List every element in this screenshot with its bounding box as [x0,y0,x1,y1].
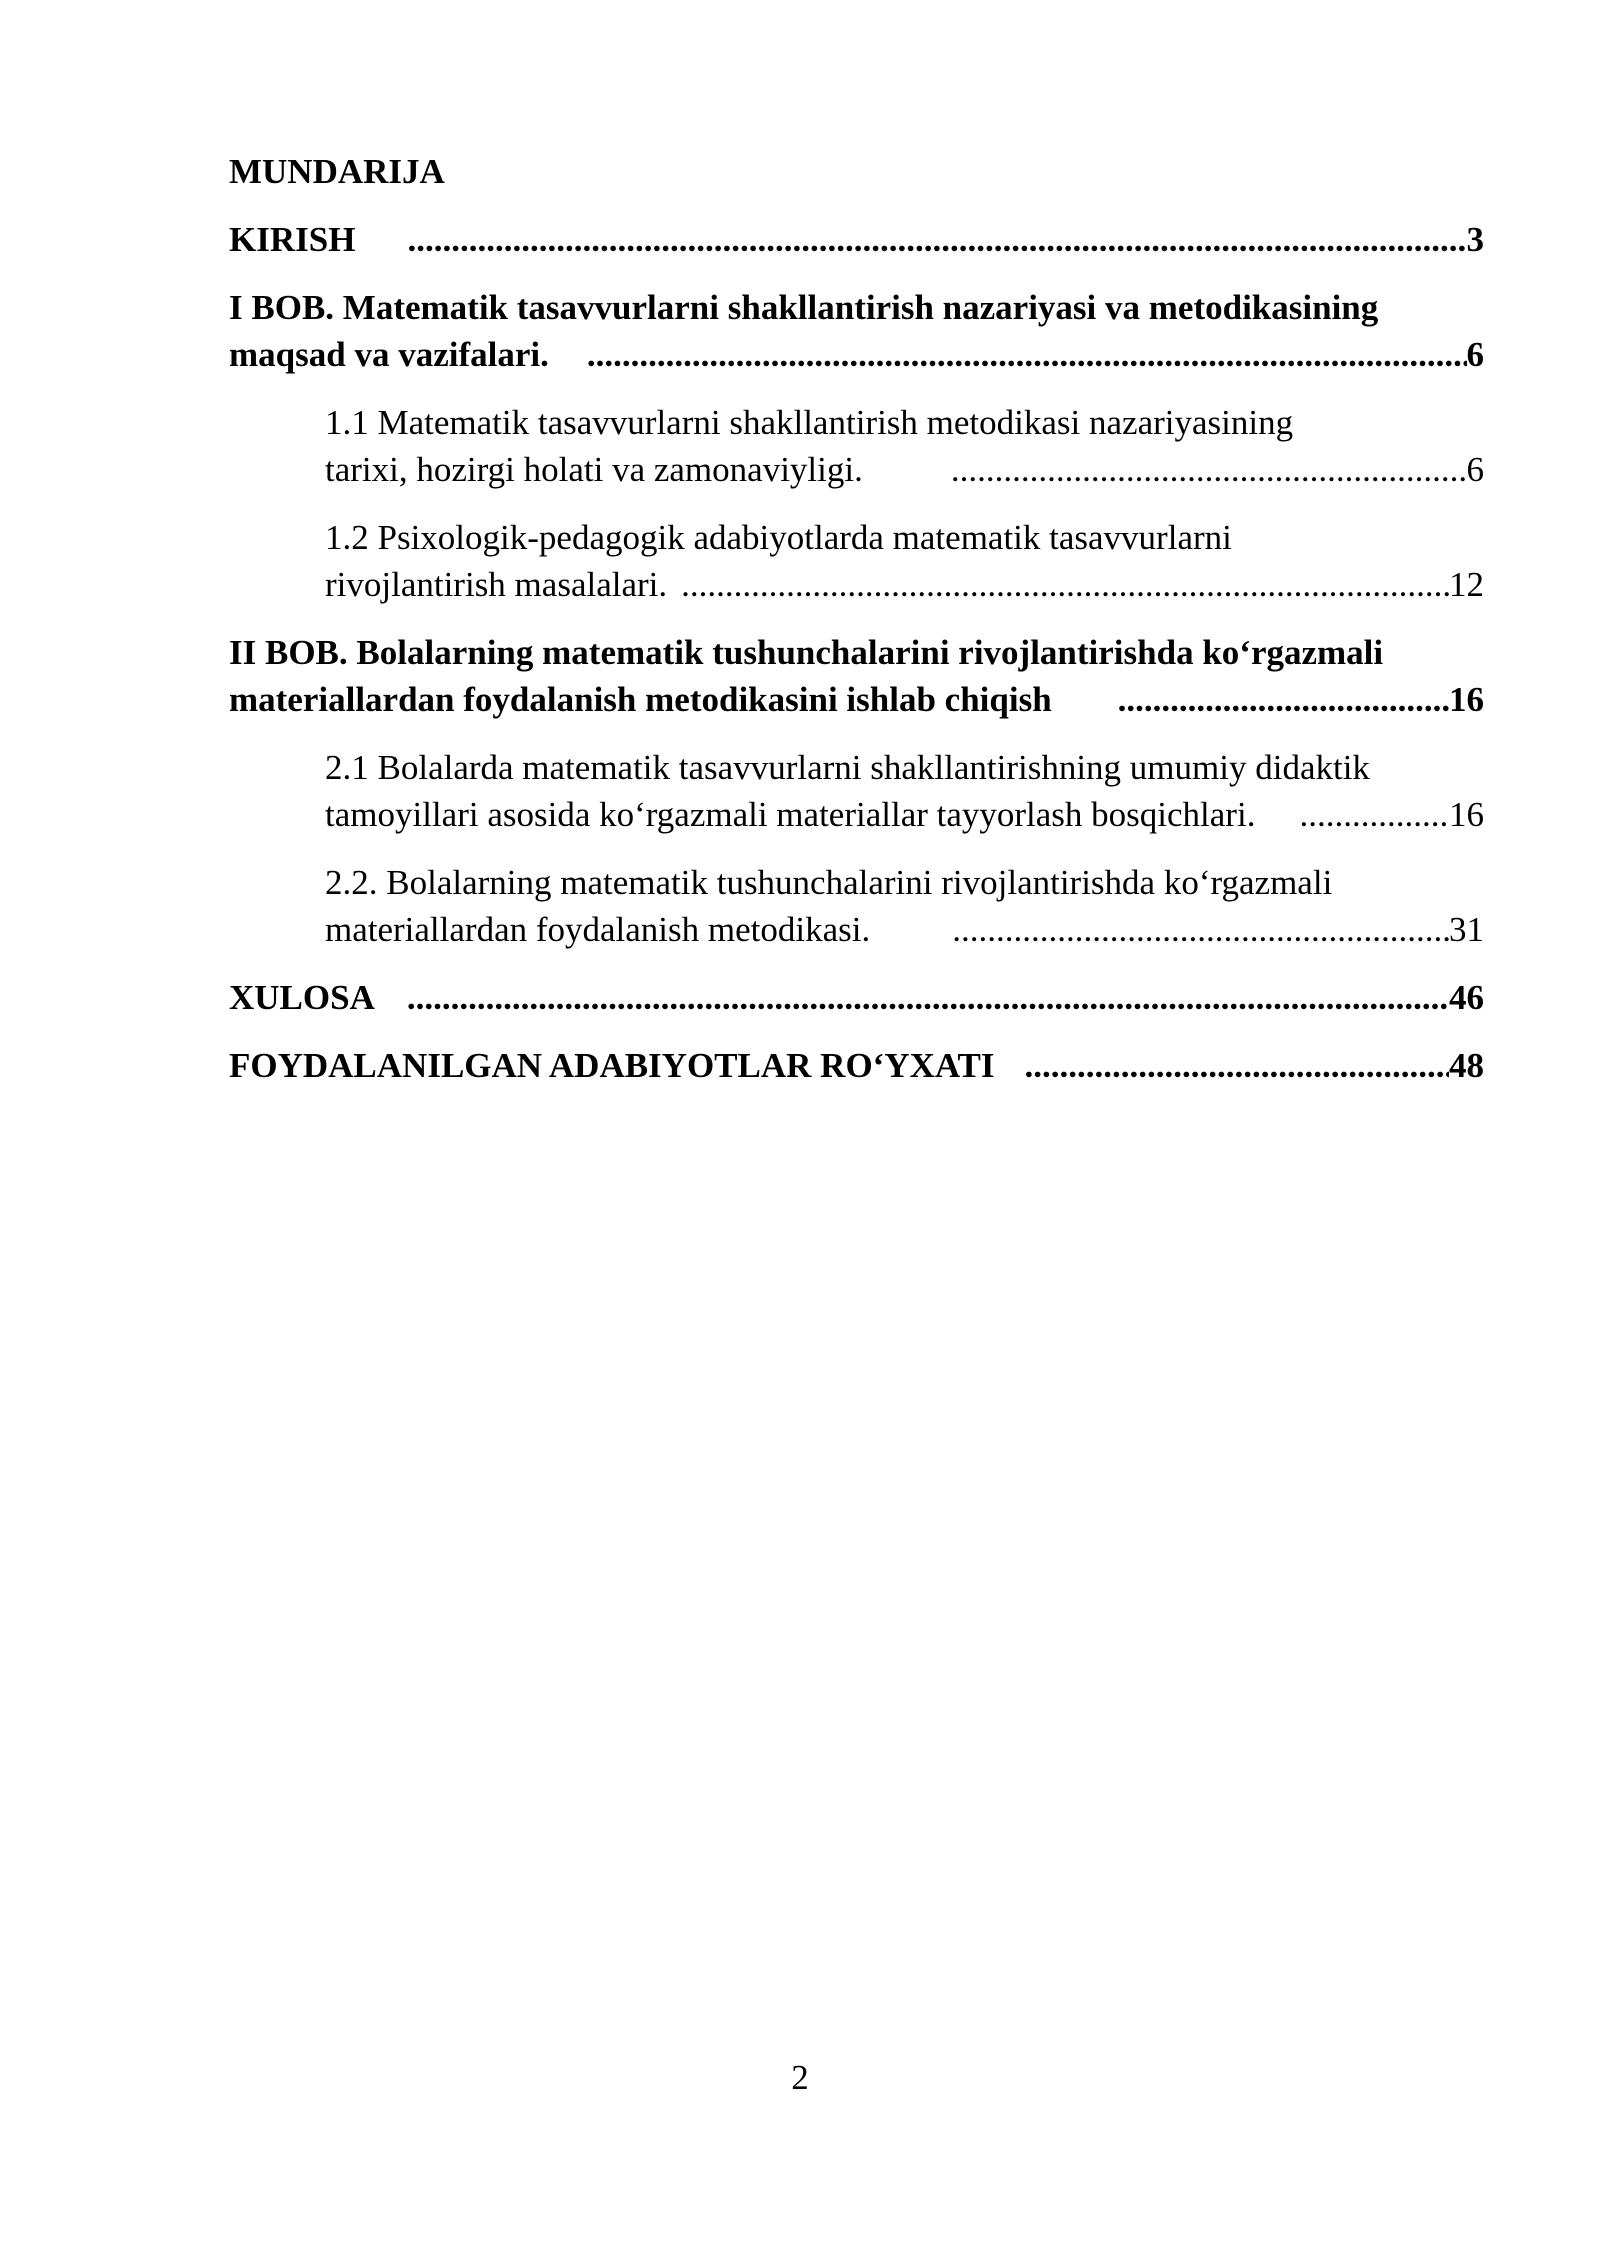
toc-entry-line [229,1042,1484,1089]
dot-leader [587,331,1467,378]
toc-entry-line [325,399,1484,446]
toc-entry-text: 2.2. Bolalarning matematik tushunchalarini rivojlantirishda ko‘rgazmali [325,863,1333,902]
toc-entry-text: 2.1 Bolalarda matematik tasavvurlarni shakllantirishning umumiy didaktik [325,748,1370,787]
toc-entry-text: 1.2 Psixologik-pedagogik adabiyotlarda matematik tasavvurlarni [325,518,1232,557]
toc-entry-line [229,216,1484,263]
toc-entry-line [325,446,1484,493]
toc-entry-line [325,514,1484,561]
toc-entry-text: maqsad va vazifalari. [229,335,549,374]
toc-entry-text: II BOB. Bolalarning matematik tushunchalarini rivojlantirishda ko‘rgazmali [229,633,1384,672]
toc-page-number: 6 [1466,335,1484,374]
toc-page-number: 48 [1449,1046,1484,1085]
toc-entry-text: rivojlantirish masalalari. [325,565,668,604]
toc-entry-line [229,331,1484,378]
toc-entry-section-2-2[interactable] [325,859,1484,953]
dot-leader [681,561,1449,608]
toc-title: MUNDARIJA [229,152,445,191]
toc-entry-section-1-2[interactable] [325,514,1484,608]
toc-page-number: 6 [1466,450,1484,489]
toc-page-number: 16 [1449,680,1484,719]
toc-entry-line [229,629,1484,676]
toc-entry-section-2-1[interactable] [325,744,1484,838]
toc-entry-text: FOYDALANILGAN ADABIYOTLAR RO‘YXATI [229,1046,995,1085]
toc-entry-references[interactable] [229,1042,1484,1089]
toc-page-number: 46 [1449,978,1484,1017]
toc-page-number: 12 [1449,565,1484,604]
toc-entry-chapter-2[interactable] [229,629,1484,723]
toc-entry-text: tarixi, hozirgi holati va zamonaviyligi. [325,450,863,489]
toc-entry-kirish[interactable] [229,216,1484,263]
table-of-contents [229,148,1484,1110]
toc-entry-xulosa[interactable] [229,974,1484,1021]
toc-entry-line [325,859,1484,906]
toc-entry-line [325,561,1484,608]
toc-page-number: 31 [1449,910,1484,949]
toc-entry-line [325,906,1484,953]
toc-entry-text: I BOB. Matematik tasavvurlarni shakllantirish nazariyasi va metodikasining [229,288,1379,327]
toc-entry-line [229,676,1484,723]
toc-page-number: 16 [1449,795,1484,834]
toc-entry-text: 1.1 Matematik tasavvurlarni shakllantirish metodikasi nazariyasining [325,403,1294,442]
dot-leader [951,446,1467,493]
toc-entry-section-1-1[interactable] [325,399,1484,493]
toc-entry-text: XULOSA [229,978,375,1017]
toc-page-number: 3 [1466,220,1484,259]
dot-leader [407,974,1449,1021]
toc-entry-line [229,974,1484,1021]
toc-entry-text: tamoyillari asosida ko‘rgazmali materiallar tayyorlash bosqichlari. [325,795,1256,834]
dot-leader [407,216,1466,263]
dot-leader [952,906,1449,953]
toc-entry-chapter-1[interactable] [229,284,1484,378]
dot-leader [1118,676,1449,723]
toc-entry-text: materiallardan foydalanish metodikasini ishlab chiqish [229,680,1052,719]
dot-leader [1299,791,1449,838]
dot-leader [1025,1042,1449,1089]
toc-entry-line [325,744,1484,791]
toc-entry-line [325,791,1484,838]
toc-entry-text: materiallardan foydalanish metodikasi. [325,910,871,949]
toc-entry-line [229,284,1484,331]
toc-entry-text: KIRISH [229,220,356,259]
page-number: 2 [791,2058,809,2097]
